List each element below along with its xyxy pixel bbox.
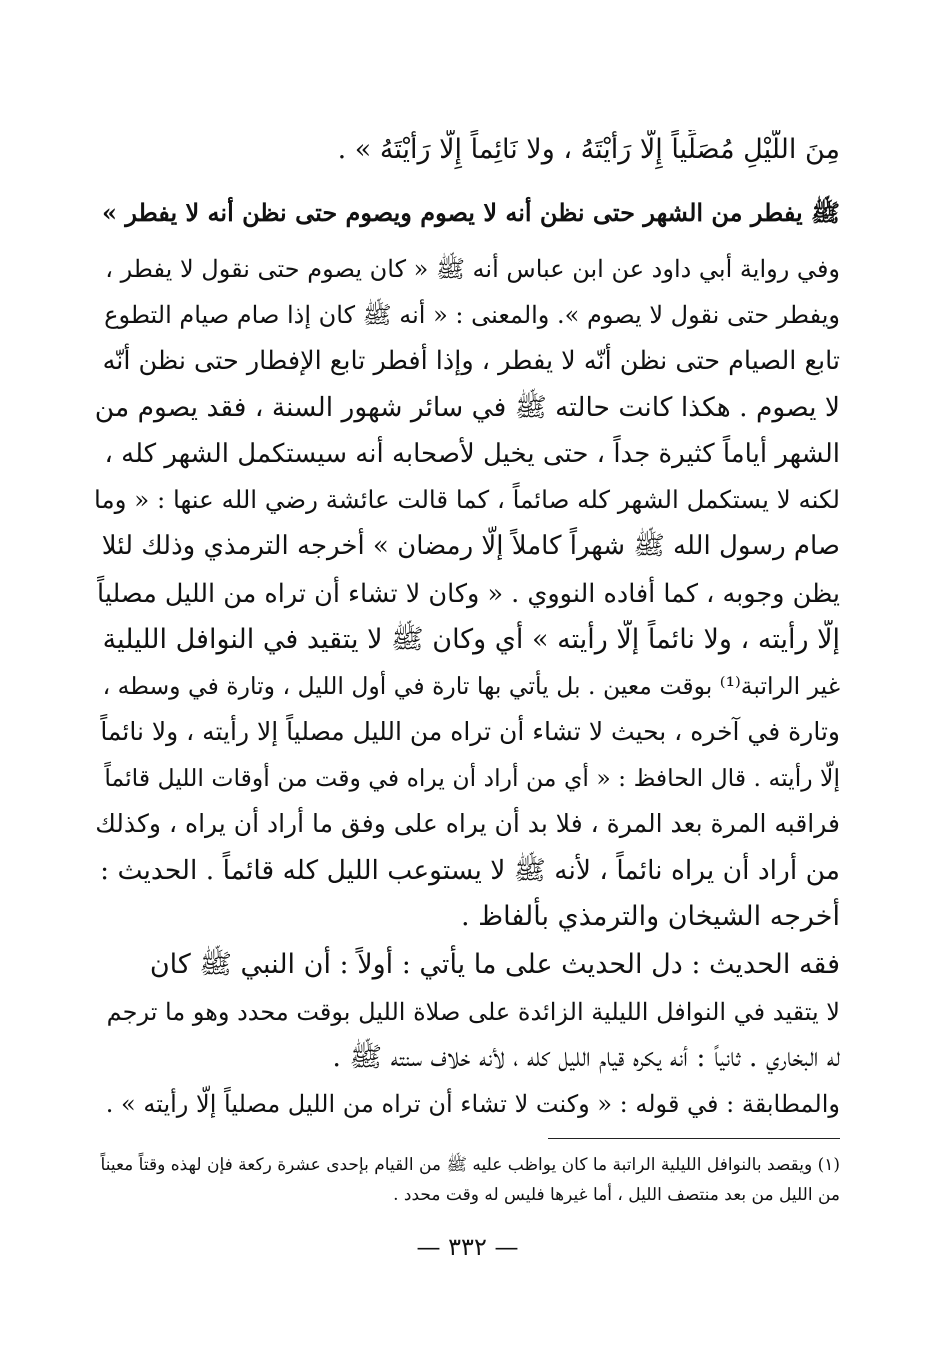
footnote-line-1: (١) ويقصد بالنوافل الليلية الراتبة ما كان يواظب عليه ﷺ من القيام بإحدى عشرة ركعة فإن لهذه وقتاً معيناً [100, 1155, 840, 1175]
text-line-15: فراقبه المرة بعد المرة ، فلا بد أن يراه على وفق ما أراد أن يراه ، وكذلك [95, 809, 840, 838]
text-line-2: ﷺ يفطر من الشهر حتى نظن أنه لا يصوم ويصوم حتى نظن أنه لا يفطر » [102, 198, 840, 227]
text-line-11: إلّا رأيته ، ولا نائماً إلّا رأيته » أي وكان ﷺ لا يتقيد في النوافل الليلية [102, 624, 840, 655]
footnote-line-2: من الليل من بعد منتصف الليل ، أما غيرها فليس له وقت محدد . [393, 1185, 840, 1205]
text-line-17: أخرجه الشيخان والترمذي بألفاظ . [460, 901, 840, 932]
text-line-4: ويفطر حتى نقول لا يصوم ». والمعنى : « أنه ﷺ كان إذا صام صيام التطوع [104, 301, 840, 329]
text-line-3: وفي رواية أبي داود عن ابن عباس أنه ﷺ « كان يصوم حتى نقول لا يفطر ، [105, 255, 840, 283]
text-line-9: صام رسول الله ﷺ شهراً كاملاً إلّا رمضان » أخرجه الترمذي وذلك لئلا [101, 531, 840, 561]
text-line-12: غير الراتبة⁽¹⁾ بوقت معين . بل يأتي بها تارة في أول الليل ، وتارة في وسطه ، [102, 672, 840, 700]
footnote-divider [548, 1138, 840, 1139]
text-line-19: لا يتقيد في النوافل الليلية الزائدة على صلاة الليل بوقت محدد وهو ما ترجم [106, 998, 840, 1026]
text-line-1: مِنَ اللَّيْلِ مُصَلِّياً إِلَّا رَأَيْتَهُ ، ولا نَائِماً إِلَّا رَأَيْتَهُ » . [337, 134, 840, 165]
text-line-21: والمطابقة : في قوله : « وكنت لا تشاء أن تراه من الليل مصلياً إلّا رأيته » . [105, 1090, 840, 1118]
text-line-20: له البخاري . ثانياً : أنه يكره قيام الليل كله ، لأنه خلاف سنته ﷺ . [332, 1042, 840, 1073]
text-line-13: وتارة في آخره ، بحيث لا تشاء أن تراه من الليل مصلياً إلا رأيته ، ولا نائماً [100, 717, 840, 746]
text-line-10-content: يظن وجوبه ، كما أفاده النووي . « وكان لا تشاء أن تراه من الليل مصلياً [97, 579, 840, 609]
page-number: — ٣٣٢ — [416, 1233, 519, 1261]
text-line-18: فقه الحديث : دل الحديث على ما يأتي : أولاً : أن النبي ﷺ كان [149, 949, 840, 980]
text-line-7: الشهر أياماً كثيرة جداً ، حتى يخيل لأصحابه أنه سيستكمل الشهر كله ، [104, 439, 840, 469]
text-line-6: لا يصوم . هكذا كانت حالته ﷺ في سائر شهور السنة ، فقد يصوم من [94, 392, 840, 423]
text-line-10 [92, 574, 840, 614]
text-line-14: إلّا رأيته . قال الحافظ : « أي من أراد أن يراه في وقت من أوقات الليل قائماً [104, 764, 840, 792]
text-line-16: من أراد أن يراه نائماً ، لأنه ﷺ لا يستوعب الليل كله قائماً . الحديث : [100, 855, 840, 886]
text-line-8: لكنه لا يستكمل الشهر كله صائماً ، كما قالت عائشة رضي الله عنها : « وما [94, 485, 840, 514]
text-line-5: تابع الصيام حتى نظن أنّه لا يفطر ، وإذا أفطر تابع الإفطار حتى نظن أنّه [102, 346, 840, 376]
